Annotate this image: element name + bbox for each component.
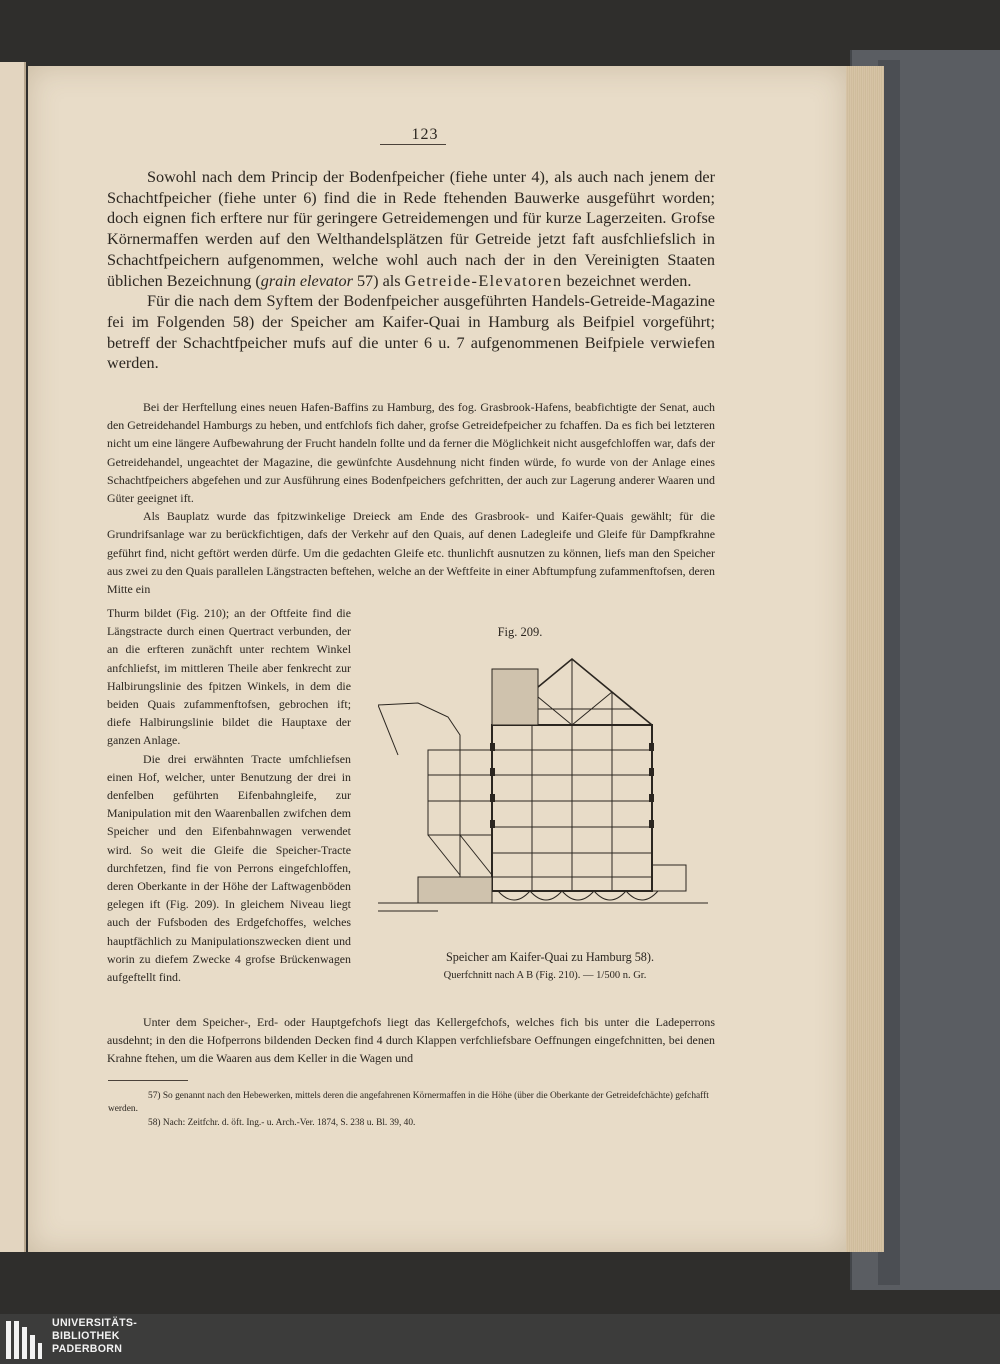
footnote-rule — [108, 1080, 188, 1081]
facing-page-edge — [0, 62, 26, 1252]
small-paragraph-1: Bei der Herftellung eines neuen Hafen-Baffins zu Hamburg, des fog. Grasbrook-Hafens, beabfichtigte der Senat, auch den Getreidehandel Hamburgs zu heben, und entfchlofs fich daher, grofse Getreidefpeicher zu fchaffen. Da es fich bei letzteren nicht um eine längere Aufbewahrung der Frucht handeln follte und da ferner die Möglichkeit nicht ausgefchloffen war, dafs der Getreidehandel, ungeachtet der Magazine, die gewünfchte Ausdehnung nicht finden würde, fo wurde von der Anlage eines Schachtfpeichers abgefehen und zur Ausführung eines Bodenfpeichers gefchritten, der auch zur Lagerung anderer Waaren und Güter geeignet ift. — [107, 400, 715, 506]
page-number: 123 — [411, 126, 439, 143]
main-paragraph-2: Für die nach dem Syftem der Bodenfpeicher ausgeführten Handels-Getreide-Magazine fei im Folgenden 58) der Speicher am Kaifer-Quai in Hamburg als Beifpiel vorgeführt; betreff der Schachtfpeicher mufs auf die unter 6 u. 7 aufgenommenen Beifpiele verwiefen werden. — [107, 292, 715, 373]
footnote-58: 58) Nach: Zeitfchr. d. öft. Ing.- u. Arch.-Ver. 1874, S. 238 u. Bl. 39, 40. — [148, 1117, 416, 1128]
library-logo-icon — [4, 1319, 44, 1361]
small-paragraph-3: Die drei erwähnten Tracte umfchliefsen einen Hof, welcher, unter Benutzung der drei in denfelben geführten Eifenbahngleife, zur Manipulation mit den Waarenballen zwifchen dem Speicher und den Eifenbahnwagen verwendet wird. So weit die Gleife die Speicher-Tracte durchfetzen, find fie von Perrons eingefchloffen, deren Oberkante in der Höhe der Laftwagenböden gelegen ift (Fig. 209). In gleichem Niveau liegt auch der Fufsboden des Erdgefchoffes, welches hauptfächlich zu Manipulationszwecken dient und worin zu diefem Zwecke 4 grofse Brückenwagen aufgeftellt find. — [107, 751, 351, 985]
footnotes — [108, 1090, 718, 1130]
library-logo-text — [52, 1317, 137, 1355]
logo-line-1: UNIVERSITÄTS- — [52, 1317, 138, 1329]
library-footer-band — [0, 1314, 1000, 1364]
footnote-57: 57) So genannt nach den Hebewerken, mittels deren die angefahrenen Körnermaffen in die Höhe (über die Oberkante der Getreidefchächte) gefchafft werden. — [108, 1091, 709, 1115]
small-text-block-1 — [107, 398, 715, 598]
small-paragraph-2: Als Bauplatz wurde das fpitzwinkelige Dreieck am Ende des Grasbrook- und Kaifer-Quais gewählt; für die Grundrifsanlage war zu berückfichtigen, dafs der Verkehr auf den Quais, auf denen Ladegleife und Gleife für Dampfkrahne geführt find, nicht geftört werden dürfe. Um die gedachten Gleife etc. thunlichft ausnutzen zu können, liefs man den Speicher aus zwei zu den Quais parallelen Längstracten beftehen, welche an der Weftfeite in einer Abftumpfung zufammenftofsen, deren Mitte ein — [107, 509, 715, 597]
logo-line-2: BIBLIOTHEK — [52, 1329, 120, 1342]
small-text-block-2 — [107, 1013, 715, 1068]
main-paragraph-1: Sowohl nach dem Princip der Bodenfpeicher (fiehe unter 4), als auch nach jenem der Schachtfpeicher (fiehe unter 6) find die in Rede ftehenden Bauwerke ausgeführt worden; doch eignen fich erftere nur für geringere Getreidemengen und für kurze Lagerzeiten. Grofse Körnermaffen werden auf den Welthandelsplätzen für Getreide jetzt faft ausfchliefslich in Schachtfpeichern aufgenommen, welche wohl auch nach der in den Vereinigten Staaten üblichen Bezeichnung (grain elevator 57) als Getreide-Elevatoren bezeichnet werden. — [107, 168, 715, 290]
figure-subcaption: Querfchnitt nach A B (Fig. 210). — 1/500 n. Gr. — [443, 970, 647, 981]
small-paragraph-4: Unter dem Speicher-, Erd- oder Hauptgefchofs liegt das Kellergefchofs, welches fich bis unter die Ladeperrons ausdehnt; in den die Hofperrons bildenden Decken find 4 durch Klappen verfchliefsbare Oeffnungen eingefchnitten, bei denen Krahne ftehen, um die Waaren aus dem Keller in die Wagen und — [107, 1015, 715, 1066]
figure-caption: Speicher am Kaifer-Quai zu Hamburg 58). — [446, 950, 654, 964]
cross-section-drawing — [378, 655, 708, 935]
page-number-rule — [380, 144, 446, 145]
main-text — [107, 167, 715, 374]
figure-label: Fig. 209. — [497, 625, 543, 639]
small-text-column — [107, 604, 351, 986]
logo-line-3: PADERBORN — [52, 1342, 123, 1355]
small-paragraph-2-cont: Thurm bildet (Fig. 210); an der Oftfeite find die Längstracte durch einen Quertract verbunden, der an die erfteren zunächft unter rechtem Winkel anfchliefst, im mittleren Theile aber fenkrecht zur Halbirungslinie des fpitzen Winkels, in dem die beiden Quais zufammenftofsen, gebrochen ift; diefe Halbirungslinie bildet die Hauptaxe der ganzen Anlage. — [107, 606, 351, 748]
